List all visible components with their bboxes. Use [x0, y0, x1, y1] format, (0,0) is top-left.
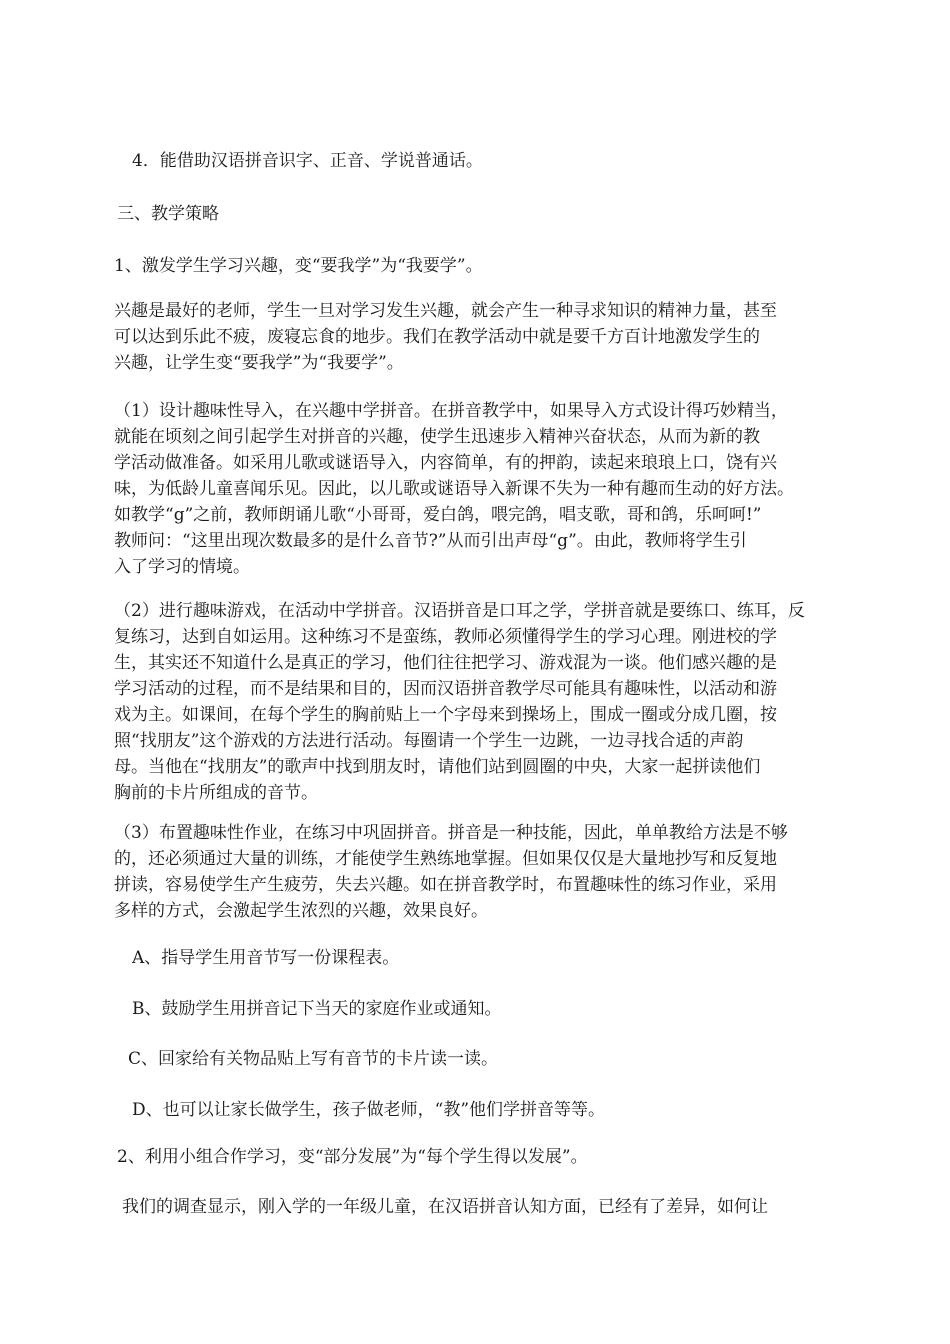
point-2-paragraph [114, 598, 854, 806]
section-3-heading: 三、教学策略 [117, 204, 219, 224]
paragraph-line: 味，为低龄儿童喜闻乐见。因此，以儿歌或谜语导入新课不失为一种有趣而生动的好方法。 [114, 479, 794, 499]
paragraph-line: 就能在顷刻之间引起学生对拼音的兴趣，使学生迅速步入精神兴奋状态，从而为新的教 [114, 427, 760, 447]
paragraph-line: 母。当他在“找朋友”的歌声中找到朋友时，请他们站到圆圈的中央，大家一起拼读他们 [114, 757, 761, 777]
point-3-paragraph [114, 820, 854, 924]
paragraph-line: 可以达到乐此不疲，废寝忘食的地步。我们在教学活动中就是要千方百计地激发学生的 [114, 327, 760, 347]
paragraph-line: 的，还必须通过大量的训练，才能使学生熟练地掌握。但如果仅仅是大量地抄写和反复地 [114, 849, 777, 869]
paragraph-line: 教师问：“这里出现次数最多的是什么音节?”从而引出声母“g”。由此，教师将学生引 [114, 531, 747, 551]
strategy-2-heading: 2、利用小组合作学习，变“部分发展”为“每个学生得以发展”。 [117, 1147, 588, 1167]
item-d: D、也可以让家长做学生，孩子做老师，“教”他们学拼音等等。 [132, 1100, 606, 1120]
paragraph-line: 拼读，容易使学生产生疲劳，失去兴趣。如在拼音教学时，布置趣味性的练习作业，采用 [114, 875, 777, 895]
point-1-paragraph [114, 398, 854, 580]
item-b: B、鼓励学生用拼音记下当天的家庭作业或通知。 [132, 999, 502, 1019]
paragraph-line: （3）布置趣味性作业，在练习中巩固拼音。拼音是一种技能，因此，单单教给方法是不够 [114, 823, 788, 843]
paragraph-line: （2）进行趣味游戏，在活动中学拼音。汉语拼音是口耳之学，学拼音就是要练口、练耳，反 [114, 601, 805, 621]
item-a: A、指导学生用音节写一份课程表。 [132, 948, 400, 968]
closing-line: 我们的调查显示，刚入学的一年级儿童，在汉语拼音认知方面，已经有了差异，如何让 [122, 1197, 768, 1217]
item-c: C、回家给有关物品贴上写有音节的卡片读一读。 [128, 1049, 499, 1069]
paragraph-line: 学习活动的过程，而不是结果和目的，因而汉语拼音教学尽可能具有趣味性，以活动和游 [114, 679, 777, 699]
strategy-1-heading: 1、激发学生学习兴趣，变“要我学”为“我要学”。 [114, 256, 483, 276]
paragraph-line: 照“找朋友”这个游戏的方法进行活动。每圈请一个学生一边跳，一边寻找合适的声韵 [114, 731, 744, 751]
paragraph-line: 如教学“g”之前，教师朗诵儿歌“小哥哥，爱白鸽，喂完鸽，唱支歌，哥和鸽，乐呵呵!” [114, 505, 762, 525]
paragraph-line: 多样的方式，会激起学生浓烈的兴趣，效果良好。 [114, 901, 488, 921]
paragraph-line: 入了学习的情境。 [114, 557, 250, 577]
paragraph-line: 学活动做准备。如采用儿歌或谜语导入，内容简单，有的押韵，读起来琅琅上口，饶有兴 [114, 453, 777, 473]
paragraph-line: 兴趣，让学生变“要我学”为“我要学”。 [114, 353, 404, 373]
paragraph-line: （1）设计趣味性导入，在兴趣中学拼音。在拼音教学中，如果导入方式设计得巧妙精当， [114, 401, 788, 421]
intro-paragraph [114, 298, 854, 376]
paragraph-line: 胸前的卡片所组成的音节。 [114, 783, 318, 803]
paragraph-line: 戏为主。如课间，在每个学生的胸前贴上一个字母来到操场上，围成一圈或分成几圈，按 [114, 705, 777, 725]
paragraph-line: 生，其实还不知道什么是真正的学习，他们往往把学习、游戏混为一谈。他们感兴趣的是 [114, 653, 777, 673]
objective-4: 4．能借助汉语拼音识字、正音、学说普通话。 [132, 151, 483, 171]
paragraph-line: 复练习，达到自如运用。这种练习不是蛮练，教师必须懂得学生的学习心理。刚进校的学 [114, 627, 777, 647]
paragraph-line: 兴趣是最好的老师，学生一旦对学习发生兴趣，就会产生一种寻求知识的精神力量，甚至 [114, 301, 777, 321]
